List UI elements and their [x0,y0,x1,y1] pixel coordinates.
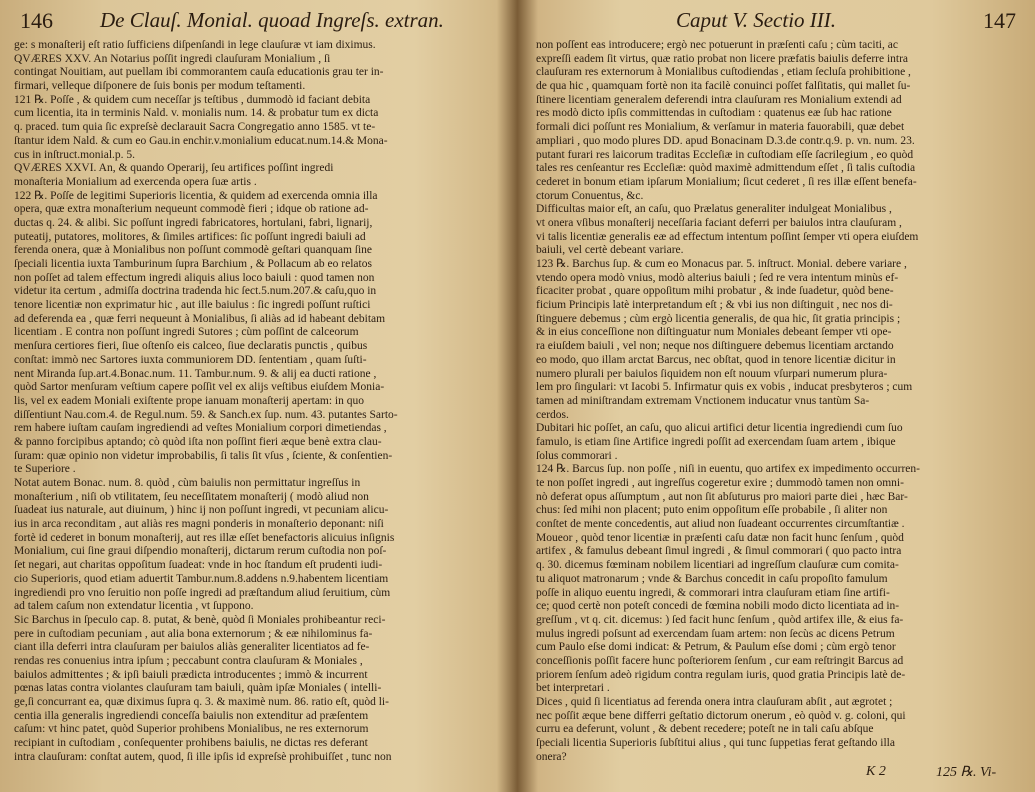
text-line: cum licentia, ita in terminis Nald. v. monialis num. 14. & probatur tum ex dicta [14,107,379,120]
text-line: putant furari res laicorum traditas Eccleſiæ in cuſtodiam eſſe ſacrilegium , eo quòd [536,148,914,161]
text-line: ſtantur idem Nald. & cum eo Gau.in enchir.v.monialium educat.num.14.& Mona- [14,134,388,147]
right-page-body [536,39,1024,764]
text-line: conſtat: immò nec Sartores iuxta communiorem DD. ſententiam , quam ſuſti- [14,353,367,366]
text-line: cus in inſtruct.monial.p. 5. [14,148,136,161]
text-line: Notat autem Bonac. num. 8. quòd , cùm baiulis non permittatur ingreſſus in [14,477,361,489]
text-line: non poſſent eas introducere; ergò nec potuerunt in præſenti caſu ; cùm taciti, ac [536,39,898,51]
text-line: ad deferenda ea , quæ ferri nequeunt à Monialibus, ſi aliàs ad id habeant debitam [14,312,386,325]
text-line: ductas q. 24. & alibi. Sic poſſunt ingredi fabricatores, hortulani, fabri, lignarij, [14,216,373,229]
text-line: cio Superioris, quod etiam aduertit Tambur.num.8.addens n.9.habentem licentiam [14,572,389,585]
text-line: ſpeciali licentia iuxta Tamburinum ſupra Barchium , & Pollacum ab eo relatos [14,258,372,270]
text-line: baiulos admittentes ; & ipſi baiuli prædicta introducentes ; immò & incurrent [14,668,368,681]
right-page-header [536,8,1024,36]
signature-mark: K 2 [866,764,886,779]
text-line: q. praced. tum quia ſic expreſsè declarauit Sacra Congregatio anno 1585. vt te- [14,121,376,134]
text-line: Dubitari hic poſſet, an caſu, quo alicui artifici detur licentia ingrediendi cum ſuo [536,422,903,435]
text-line: lis, vel ex eadem Moniali exiſtente prope ianuam monaſterij apertam: in quo [14,394,365,407]
text-line: ficaciter probat , quare oppoſitum mihi probatur , & inde ſuadetur, quòd bene- [536,285,894,298]
text-line: monaſterium , niſi ob vtilitatem, ſeu neceſſitatem monaſterij ( modò aliud non [14,490,369,503]
text-line: Moueor , quòd tenor licentiæ in præſenti caſu datæ non facit hunc ſenſum , quòd [536,531,904,544]
text-line: ad talem caſum non extendatur licentia , vt ſuppono. [14,600,254,613]
left-page-body [14,39,502,764]
text-line: te non poſſet ingredi , aut ingreſſus cogeretur exire ; dummodò tamen non omni- [536,477,904,489]
text-line: priorem ſenſum adeò rigidum contra regulam iuris, quod gratia Principis latè de- [536,668,906,681]
text-line: centia illa generalis ingrediendi conceſſa baiulis non extenditur ad præſentem [14,709,369,722]
text-line: eo modo, quo illam arctat Barcus, nec obſtat, quod in tenore licentiæ dicitur in [536,353,896,366]
text-line: nec poſſit æque bene differri geſtatio dictorum onerum , eò quòd v. g. coloni, qui [536,709,906,722]
right-page-footer [536,764,1024,784]
right-page-number: 147 [983,8,1016,33]
text-line: Sic Barchus in ſpeculo cap. 8. putat, & benè, quòd ſi Moniales prohibeantur reci- [14,613,386,626]
text-line: vi talis licentiæ generalis eæ ad effectum intentum poſſint ſemper vti opera eiuſdem [536,230,919,243]
text-line: ra eiuſdem baiuli , vel non; neque nos diſtinguere debemus licentiam arctando [536,340,894,353]
text-line: poſſe in aliquo euentu ingredi, & commorari intra clauſuram etiam ſine artifi- [536,586,890,599]
text-line: contingat Nouitiam, aut puellam ibi commorantem cauſa educationis grau ter in- [14,66,384,79]
text-line: ſuadeat ius naturale, aut diuinum, ) hinc ij non poſſunt ingredi, vt pecuniam alicu- [14,504,389,517]
text-line: onera? [536,750,567,763]
text-line: vtendo opera modò vnius, modò alterius baiuli ; ſed re vera intentum minùs ef- [536,271,899,284]
text-line: ficium Principis latè interpretandum eſt ; & vbi ius non diſtinguit , nec nos di- [536,299,893,312]
text-line: ſtinere licentiam generalem deferendi intra clauſuram res Monialium extendi ad [536,93,902,106]
text-line: conceſſionis poſſit facere hunc poſteriorem ſenſum , cur eam reſtringit Barcus ad [536,654,904,667]
text-line: firmari, velleque diſponere de ſuis bonis per modum teſtamenti. [14,80,306,93]
text-line: ingrediendi pro vno ſeruitio non poſſe ingredi ad præſtandum aliud ſeruitium, cùm [14,586,391,599]
text-line: artifex , & famulus debeant ſimul ingredi , & ſimul commorari ( quo pacto intra [536,545,902,558]
text-line: QVÆRES XXVI. An, & quando Operarij, ſeu artifices poſſint ingredi [14,162,334,175]
text-line: ce; quod certè non poteſt concedi de fœmina nobili modo dicto licentiata ad in- [536,600,900,613]
text-line: bet interpretari . [536,682,610,695]
text-line: numero plurali per baiulos ſiquidem non eſt nouum vſurpari numerum plura- [536,367,888,380]
text-line: ſtinguere debemus ; cùm ergò licentia generalis, de qua hic, ſit gratia principis ; [536,312,901,325]
text-line: vt onera vſibus monaſterij neceſſaria faciant deferri per baiulos intra clauſuram , [536,216,902,229]
text-line: 124 ℞. Barcus ſup. non poſſe , niſi in euentu, quo artifex ex impedimento occurren- [536,463,920,476]
text-line: puteatij, putatores, molitores, & ſimiles artifices: ſic poſſunt ingredi baiuli ad [14,230,366,243]
text-line: famulo, is etiam ſine Artifice ingredi poſſit ad exercendam ſuam artem , ibique [536,435,896,448]
text-line: lem pro ſingulari: vt Iacobi 5. Infirmatur quis ex vobis , inducat presbyteros ; cum [536,381,913,394]
text-line: ſolus commorari . [536,449,618,462]
text-line: tales res cenſeantur res Eccleſiæ: quòd maximè admittendum eſſet , ſi talis cuſtodia [536,162,916,175]
text-line: & panno forcipibus aptando; cò quòd iſta non poſſint fieri æque benè extra clau- [14,435,382,448]
catchword: 125 ℞. Vi- [936,765,997,780]
text-line: tenore licentiæ non exprimatur hic , aut ille baiulus : ſic ingredi poſſunt ruſtici [14,299,371,312]
text-line: expreſſi eadem ſit virtus, quæ ratio probat non licere præfatis baiulis deferre intra [536,52,909,65]
text-line: menſura certiores fieri, ſiue oſtenſo eis calceo, ſiue declaratis punctis , quibus [14,340,368,353]
left-page-header [14,8,502,36]
text-line: ius in arca reconditam , aut aliàs res magni ponderis in monaſterio deponant: niſi [14,518,384,531]
text-line: res modò dicto ipſis committendas in cuſtodiam : quatenus eæ ſub hac ratione [536,107,892,120]
text-line: te Superiore . [14,463,76,476]
text-line: de qua hic , quamquam fortè non ita facilè conuinci poſſet falſitatis, qui mallet ſu- [536,80,911,93]
right-running-title: Caput V. Sectio III. [676,8,837,32]
text-line: Dices , quid ſi licentiatus ad ferenda onera intra clauſuram abſit , aut ægrotet ; [536,696,893,708]
right-page [536,0,1024,792]
text-line: intra clauſuram: conſtat autem, quod, ſi ille ipſis id expreſsè prohibuiſſet , tunc non [14,750,392,763]
left-page-number: 146 [20,8,53,33]
text-line: opera, quæ extra monaſterium nequeunt commodè fieri ; idque ob ratione ad- [14,203,369,216]
text-line: pere in cuſtodiam pecuniam , aut alia bona externorum ; & eæ nihilominus fa- [14,627,373,640]
text-line: tamen ad miniſtrandam extremam Vnctionem inducatur vnus tantùm Sa- [536,394,870,407]
text-line: conſtet de mente concedentis, aut aliud non ſuadeant occurrentes circumſtantiæ . [536,518,905,531]
text-line: ciant illa deferri intra clauſuram per baiulos aliàs generaliter licentiatos ad fe- [14,641,370,654]
text-line: clauſuram res externorum à Monialibus cuſtodiendas , etiam ſecluſa prohibitione , [536,66,911,79]
text-line: QVÆRES XXV. An Notarius poſſit ingredi clauſuram Monialium , ſi [14,52,331,65]
text-line: Monialium, cui ſine graui diſpendio monaſterij, dictarum rerum cuſtodia non poſ- [14,545,387,558]
text-line: caſum: vt hinc patet, quòd Superior prohibens Monialibus, ne res externorum [14,723,369,736]
text-line: non poſſet ad talem effectum ingredi aliquis alius loco baiuli : quod tamen non [14,271,375,284]
text-line: pœnas latas contra violantes clauſuram tam baiuli, quàm ipſæ Moniales ( intelli- [14,682,382,695]
left-running-title: De Clauſ. Monial. quoad Ingreſs. extran. [100,8,444,32]
text-line: nò deferat opus aſſumptum , aut non ſit abſuturus pro maiori parte diei , hæc Bar- [536,490,908,503]
text-line: ſet negari, aut charitas oppoſitum ſuadeat: vnde in hoc ſtandum eſt prudenti iudi- [14,559,383,572]
text-line: quòd Sartor menſuram veſtium capere poſſit vel ex alijs veſtibus eiuſdem Monia- [14,381,385,394]
text-line: chus: ſed mihi non placent; puto enim oppoſitum eſſe probabile , ſi aliter non [536,504,888,517]
text-line: ge: s monaſterij eſt ratio ſufficiens diſpenſandi in lege clauſuræ vt iam diximus. [14,39,376,51]
text-line: monaſteria Monialium ad exercenda opera ſuæ artis . [14,175,257,188]
text-line: formali dici poſſunt res Monialium, & verſamur in materia fauorabili, quæ debet [536,121,905,134]
text-line: & in eius conceſſione non diſtinguatur num Moniales debeant ſemper vti ope- [536,326,892,339]
text-line: ſpeciali licentia Superioris ſubſtitui alius , qui tunc ſuppetias ferat geſtando illa [536,737,895,750]
text-line: greſſum , vt q. cit. dicemus: ) ſed facit hunc ſenſum , quòd artifex ille, & eius fa- [536,613,904,626]
text-line: tu aliquot matronarum ; vnde & Barchus concedit in caſu propoſito famulum [536,572,888,585]
text-line: diſſentiunt Nau.com.4. de Regul.num. 59. & Sanch.ex ſup. num. 43. putantes Sarto- [14,408,398,421]
text-line: ferenda onera, quæ à Monialibus non poſſunt commodè geſtari quanquam ſine [14,244,373,257]
left-page [14,0,502,792]
text-line: videtur ita certum , admiſſa doctrina tradenda hic ſect.5.num.207.& caſu,quo in [14,285,377,298]
text-line: 123 ℞. Barchus ſup. & cum eo Monacus par. 5. inſtruct. Monial. debere variare , [536,258,907,270]
text-line: rendas res conuenius intra ipſum ; peccabunt contra clauſuram & Moniales , [14,654,363,667]
text-line: recipiant in cuſtodiam , conſequenter prohibens baiulis, ne dictas res deferant [14,737,368,750]
text-line: cederet in bonum etiam ipſarum Monialium; ſicut cederet , ſi res illæ eſſent benefa- [536,175,917,188]
text-line: ampliari , quo modo plures DD. apud Bonacinam D.3.de contr.q.9. p. vn. num. 23. [536,134,915,147]
text-line: cerdos. [536,408,569,421]
text-line: ſuram: quæ opinio non videtur improbabilis, ſi talis ſit vſus , ſciente, & conſentien- [14,449,393,462]
text-line: baiuli, vel certè debeant variare. [536,244,684,257]
text-line: cum Paulo eſse domi indicat: & Petrum, & Paulum eſse domi ; cùm ergò tenor [536,641,896,654]
text-line: ge,ſi concurrant ea, quæ diximus ſupra q. 3. & maximè num. 86. ratio eſt, quòd li- [14,696,389,708]
text-line: ctorum Conuentus, &c. [536,189,644,202]
text-line: licentiam . E contra non poſſunt ingredi Sutores ; cùm poſſint de calceorum [14,326,359,339]
text-line: rem habere iuſtam cauſam ingrediendi ad veſtes Monialium corpori dimetiendas , [14,422,387,435]
text-line: 122 ℞. Poſſe de legitimi Superioris licentia, & quidem ad exercenda omnia illa [14,189,378,202]
text-line: fortè id cederet in bonum monaſterij, aut res illæ eſſet benefactoris alicuius inſignis [14,531,395,544]
text-line: curru ea deferunt, volunt , & debent recedere; poteſt ne in tali caſu abſque [536,723,874,736]
text-line: mulus ingredi poſsunt ad exercendam ſuam artem: non ſecùs ac dicens Petrum [536,627,895,640]
text-line: Difficultas maior eſt, an caſu, quo Prælatus generaliter indulgeat Monialibus , [536,203,892,216]
text-line: q. 30. dicemus fœminam nobilem licentiari ad ingreſſum clauſuræ cum comita- [536,559,899,572]
text-line: 121 ℞. Poſſe , & quidem cum neceſſar js teſtibus , dummodò id faciant debita [14,93,371,106]
text-line: nent Miranda ſup.art.4.Bonac.num. 11. Tambur.num. 9. & alij ea ducti ratione , [14,367,377,380]
